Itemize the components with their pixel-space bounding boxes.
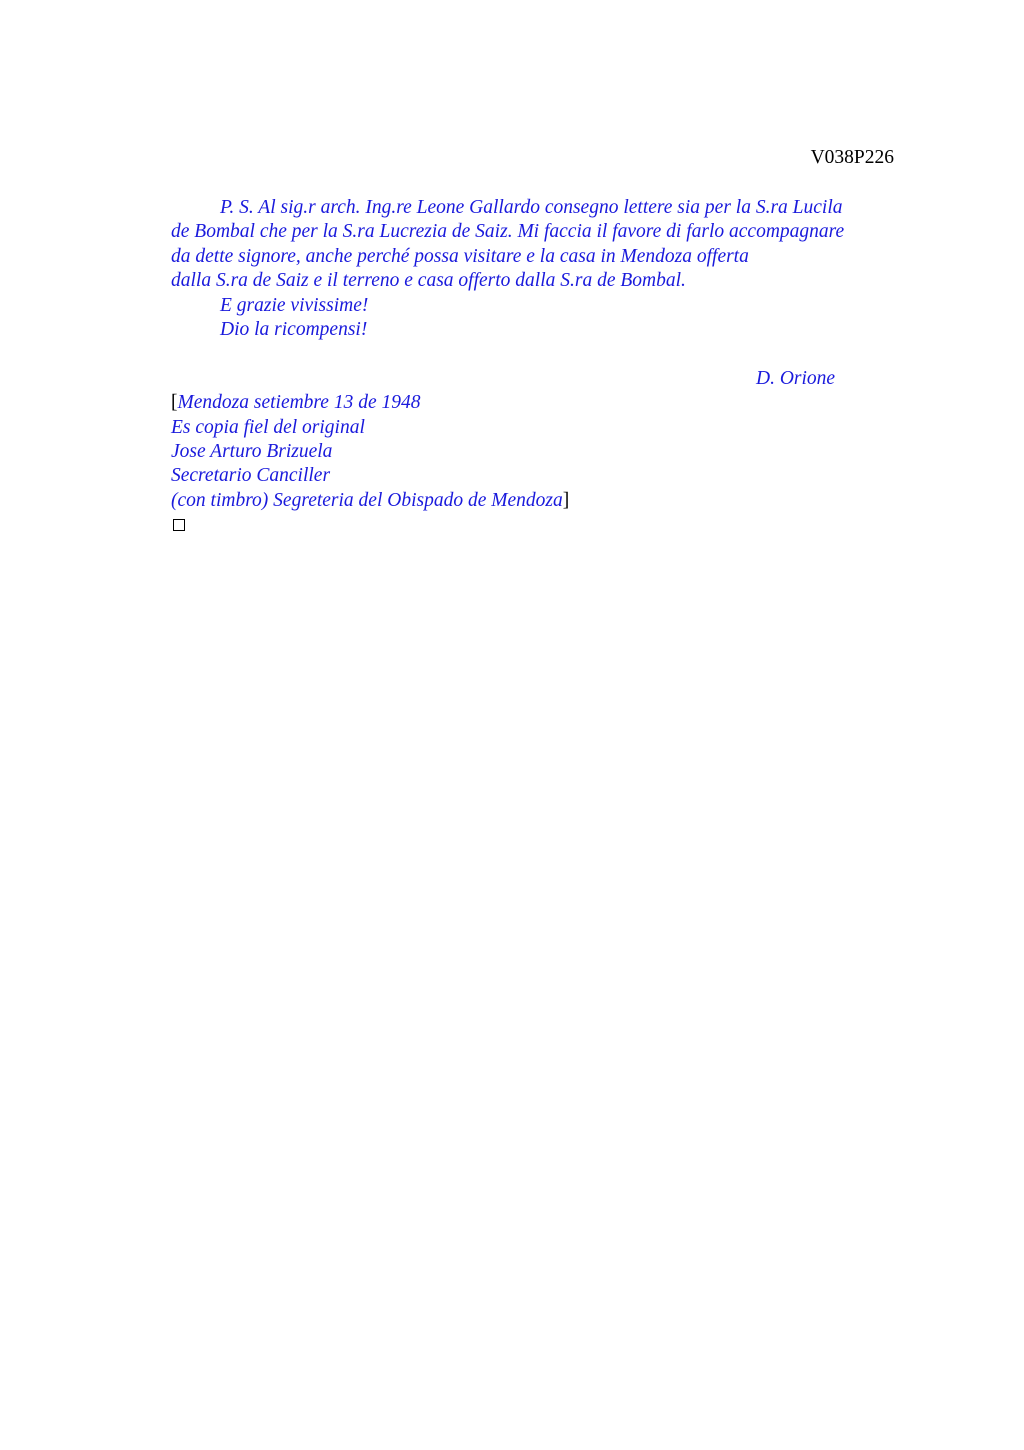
page-code: V038P226 xyxy=(810,147,894,168)
copy-note: Es copia fiel del original xyxy=(171,416,365,438)
blessing-line: Dio la ricompensi! xyxy=(220,318,368,340)
thanks-line: E grazie vivissime! xyxy=(220,294,369,316)
open-bracket: [ xyxy=(171,392,178,414)
postscript-line-3: da dette signore, anche perché possa visitare e la casa in Mendoza offerta xyxy=(171,245,749,267)
postscript-line-4: dalla S.ra de Saiz e il terreno e casa offerto dalla S.ra de Bombal. xyxy=(171,270,686,292)
end-mark xyxy=(171,513,901,537)
signature: D. Orione xyxy=(756,367,836,389)
letter-body xyxy=(171,196,901,537)
place-date: Mendoza setiembre 13 de 1948 xyxy=(177,392,421,414)
stamp-text: (con timbro) Segreteria del Obispado de Mendoza xyxy=(171,489,563,511)
certifier-title: Secretario Canciller xyxy=(171,465,331,487)
certifier-name: Jose Arturo Brizuela xyxy=(171,440,333,462)
end-box-icon xyxy=(173,519,185,531)
spacer xyxy=(171,342,901,366)
stamp-line xyxy=(171,489,901,513)
close-bracket: ] xyxy=(562,489,570,511)
postscript-line-2: de Bombal che per la S.ra Lucrezia de Saiz. Mi faccia il favore di farlo accompagnare xyxy=(171,221,845,243)
certification-place-date xyxy=(171,391,901,415)
postscript-line-1: P. S. Al sig.r arch. Ing.re Leone Gallardo consegno lettere sia per la S.ra Lucila xyxy=(220,197,843,218)
